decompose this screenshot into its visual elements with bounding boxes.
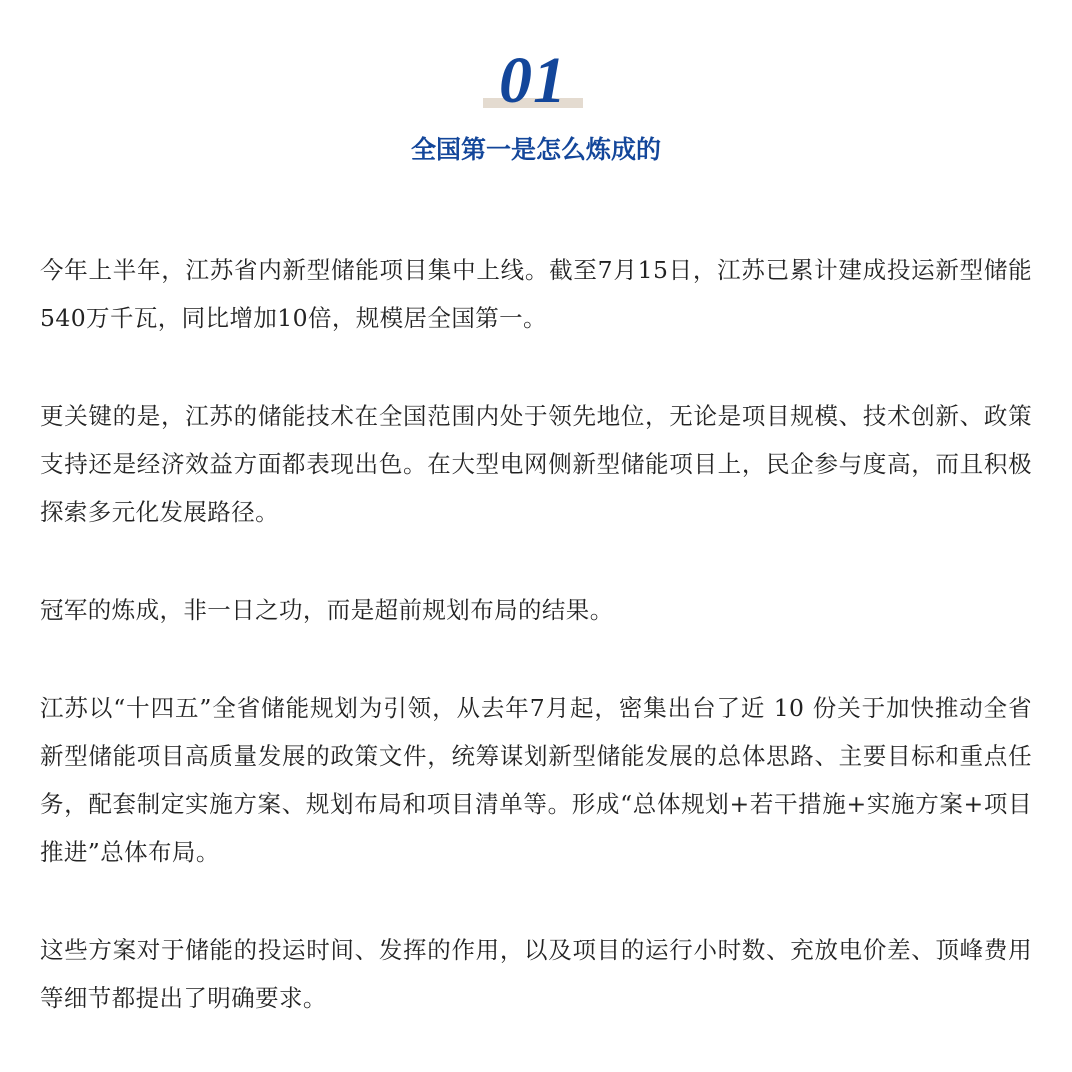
section-number-block <box>483 44 583 117</box>
section-title: 全国第一是怎么炼成的 <box>410 135 661 164</box>
paragraph-3: 冠军的炼成，非一日之功，而是超前规划布局的结果。 <box>40 596 614 624</box>
paragraph-4: 江苏以“十四五”全省储能规划为引领，从去年7月起，密集出台了近 10 份关于加快推动全省新型储能项目高质量发展的政策文件，统筹谋划新型储能发展的总体思路、主要目标和重点任务，配套制定实施方案、规划布局和项目清单等。形成“总体规划+若干措施+实施方案+项目推进”总体布局。 <box>40 694 1032 866</box>
paragraph-2: 更关键的是，江苏的储能技术在全国范围内处于领先地位，无论是项目规模、技术创新、政策支持还是经济效益方面都表现出色。在大型电网侧新型储能项目上，民企参与度高，而且积极探索多元化发展路径。 <box>40 402 1032 526</box>
paragraph-5: 这些方案对于储能的投运时间、发挥的作用，以及项目的运行小时数、充放电价差、顶峰费用等细节都提出了明确要求。 <box>40 936 1032 1012</box>
article-body <box>40 246 1032 1072</box>
section-number: 01 <box>499 44 567 117</box>
paragraph-1: 今年上半年，江苏省内新型储能项目集中上线。截至7月15日，江苏已累计建成投运新型储能540万千瓦，同比增加10倍，规模居全国第一。 <box>40 256 1032 332</box>
section-header <box>0 0 1072 200</box>
